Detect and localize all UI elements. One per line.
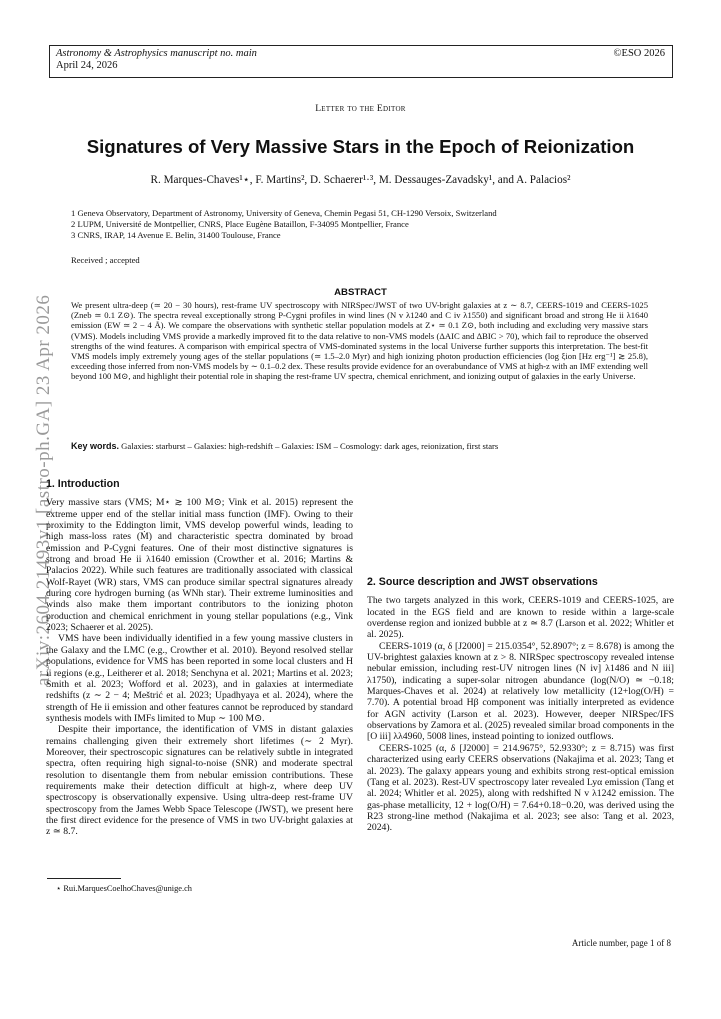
intro-paragraph-2: VMS have been individually identified in a few young massive clusters in the Galaxy and the LMC (e.g., Crowther et al. 2010). Beyond resolved stellar populations, evidence for VMS has been reported in some local clusters and H ii regions (e.g., Leitherer et al. 2018; Senchyna et al. 2021; Martins et al. 2023; Smith et al. 2023; Wofford et al. 2023), and in galaxies at intermediate redshifts (z ∼ 2 − 4; Meštrić et al. 2023; Upadhyaya et al. 2024), where the strength of He ii emission and other features cannot be reproduced by standard synthesis models with IMFs limited to Mup ∼ 100 M⊙. (46, 633, 353, 724)
keywords-label: Key words. (71, 441, 120, 451)
author-list: R. Marques-Chaves¹⋆, F. Martins², D. Schaerer¹·³, M. Dessauges-Zavadsky¹, and A. Palacios² (150, 174, 571, 186)
section-1-title: 1. Introduction (46, 478, 120, 490)
sources-paragraph-3: CEERS-1025 (α, δ [J2000] = 214.9675°, 52.9330°; z = 8.715) was first characterized using early CEERS observations (Nakajima et al. 2023; Tang et al. 2023). The galaxy appears young and exhibits strong rest-optical emission (Tang et al. 2023). Rest-UV spectroscopy later revealed Lyα emission (Tang et al. 2024; Whitler et al. 2025), along with redshifted N v λ1242 emission. The gas-phase metallicity, 12 + log(O/H) = 7.64+0.18−0.20, was derived using the R23 strong-line method (Nakajima et al. 2023; see also: Tang et al. 2023, 2024). (367, 742, 674, 834)
affiliations (71, 208, 497, 241)
keywords-text: Galaxies: starburst – Galaxies: high-redshift – Galaxies: ISM – Cosmology: dark ages, reionization, first stars (121, 441, 499, 451)
right-column (367, 577, 674, 834)
affiliation-3: 3 CNRS, IRAP, 14 Avenue E. Belin, 31400 Toulouse, France (71, 230, 281, 240)
abstract-text: We present ultra-deep (≃ 20 − 30 hours), rest-frame UV spectroscopy with NIRSpec/JWST of two UV-bright galaxies at z ∼ 8.7, CEERS-1019 and CEERS-1025 (Zneb ≃ 0.1 Z⊙). The spectra reveal exceptionally strong P-Cygni profiles in wind lines (N v λ1240 and C iv λ1550) and significant broad and strong He ii λ1640 emission (EW ≃ 2 − 4 Å). We compare the observations with synthetic stellar population models at Z⋆ ≃ 0.1 Z⊙, both including and excluding very massive stars (VMS). Models including VMS provide a markedly improved fit to the data relative to non-VMS models (ΔAIC and ΔBIC > 70), which fail to reproduce the observed strengths of the wind features. A comparison with empirical spectra of VMS-dominated systems in the local Universe further supports this interpretation. The best-fit VMS models imply extremely young ages of the stellar populations (≃ 1.5–2.0 Myr) and high ionizing photon production efficiencies (log ξion [Hz erg⁻¹] ≳ 25.8), exceeding those inferred from non-VMS models by ∼ 0.1–0.2 dex. These results provide evidence for an overabundance of VMS at high-z with an IMF extending well beyond 100 M⊙, and highlight their potential role in shaping the rest-frame UV spectra, chemical enrichment, and ionizing output of galaxies in the early Universe. (71, 300, 648, 382)
sources-paragraph-2: CEERS-1019 (α, δ [J2000] = 215.0354°, 52.8907°; z = 8.678) is among the UV-brightest galaxies known at z > 8. NIRSpec spectroscopy revealed intense nebular emission, including rest-UV nitrogen lines (N iv] λ1486 and N iii] λ1750), indicating a super-solar nitrogen abundance (log(N/O) ≃ −0.18; Marques-Chaves et al. 2024) at relatively low metallicity (12+log(O/H) = 7.70). A potential broad Hβ component was initially interpreted as evidence for AGN activity (Larson et al. 2023). However, deeper NIRSpec/IFS observations by Zamora et al. (2025) revealed similar broad components in the [O iii] λλ4960, 5008 lines, instead pointing to ionized outflows. (367, 640, 674, 743)
manuscript-date: April 24, 2026 (56, 60, 118, 71)
footnote-rule (47, 878, 121, 879)
abstract-heading: ABSTRACT (334, 287, 387, 298)
received-line: Received ; accepted (71, 255, 140, 265)
paper-title: Signatures of Very Massive Stars in the Epoch of Reionization (86, 136, 635, 157)
left-column (46, 479, 353, 838)
affiliation-1: 1 Geneva Observatory, Department of Astronomy, University of Geneva, Chemin Pegasi 51, CH-1290 Versoix, Switzerland (71, 208, 497, 218)
page-number: Article number, page 1 of 8 (571, 938, 671, 948)
letter-label: Letter to the Editor (315, 104, 406, 114)
copyright: ©ESO 2026 (613, 48, 665, 59)
section-2-title: 2. Source description and JWST observations (367, 576, 598, 588)
sources-paragraph-1: The two targets analyzed in this work, CEERS-1019 and CEERS-1025, are located in the EGS field and are known to reside within a large-scale overdense region and ionized bubble at z ≃ 8.7 (Larson et al. 2022; Whitler et al. 2025). (367, 595, 674, 641)
keywords (71, 441, 648, 451)
footnote-email: ⋆ Rui.MarquesCoelhoChaves@unige.ch (56, 884, 192, 893)
journal-name: Astronomy & Astrophysics manuscript no. main (56, 48, 257, 59)
intro-paragraph-1: Very massive stars (VMS; M⋆ ≳ 100 M⊙; Vink et al. 2015) represent the extreme upper end of the stellar initial mass function (IMF). Owing to their proximity to the Eddington limit, VMS develop powerful winds, leading to high mass-loss rates (Ṁ) and characteristic spectra dominated by broad emission and P-Cygni features. One of their most distinctive signatures is strong and broad He ii λ1640 emission (Crowther et al. 2016; Martins & Palacios 2022). While such features are traditionally associated with classical Wolf-Rayet (WR) stars, VMS can produce similar spectral signatures already during core hydrogen burning (as WNh star). Their extreme luminosities and winds also make them important contributors to the ionizing photon production and chemical enrichment in young stellar populations (e.g., Vink 2023; Schaerer et al. 2025). (46, 497, 353, 634)
arxiv-stamp-text: arXiv:2604.21493v1 [astro-ph.GA] 23 Apr 2026 (33, 294, 54, 686)
journal-header (56, 48, 257, 72)
affiliation-2: 2 LUPM, Université de Montpellier, CNRS, Place Eugène Bataillon, F-34095 Montpellier, France (71, 219, 409, 229)
intro-paragraph-3: Despite their importance, the identification of VMS in distant galaxies remains challenging given their extremely short lifetimes (∼ 2 Myr). Moreover, their spectroscopic signatures can be relatively subtle in integrated spectra, often requiring high signal-to-noise (SNR) and moderate spectral resolution to disentangle them from nebular emission contributions. These requirements make their detection difficult at high-z, where deep UV spectroscopy is observationally expensive. Using ultra-deep rest-frame UV spectroscopy from the James Webb Space Telescope (JWST), we present here the first direct evidence for the presence of VMS in two UV-bright galaxies at z ≃ 8.7. (46, 724, 353, 838)
